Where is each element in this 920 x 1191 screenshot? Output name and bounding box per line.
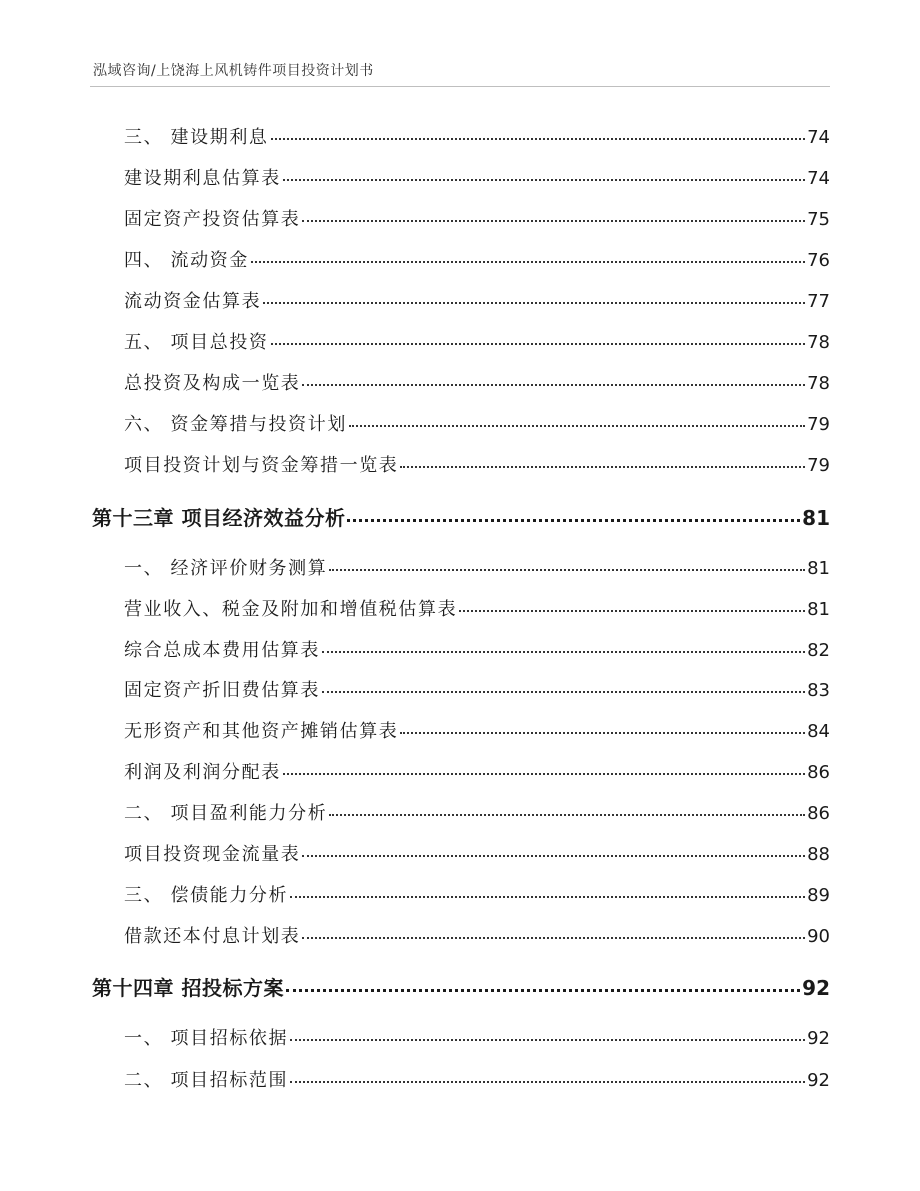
toc-entry-page: 78 bbox=[807, 373, 830, 394]
toc-entry-title: 流动资金估算表 bbox=[124, 291, 262, 312]
dot-leader bbox=[322, 651, 805, 653]
dot-leader bbox=[271, 343, 806, 345]
dot-leader bbox=[271, 138, 806, 140]
toc-chapter-title: 第十三章 项目经济效益分析 bbox=[92, 506, 346, 530]
toc-entry-title: 营业收入、税金及附加和增值税估算表 bbox=[124, 599, 458, 620]
toc-entry-page: 86 bbox=[807, 762, 830, 783]
dot-leader bbox=[290, 896, 805, 898]
toc-entry-page: 74 bbox=[807, 127, 830, 148]
toc-entry-page: 83 bbox=[807, 680, 830, 701]
toc-entry-title: 利润及利润分配表 bbox=[124, 762, 281, 783]
toc-entry[interactable] bbox=[124, 1024, 830, 1050]
toc-entry-page: 89 bbox=[807, 885, 830, 906]
dot-leader bbox=[302, 220, 805, 222]
toc-entry-page: 82 bbox=[807, 640, 830, 661]
dot-leader bbox=[263, 302, 805, 304]
toc-entry-title: 三、 偿债能力分析 bbox=[124, 885, 289, 906]
toc-entry[interactable] bbox=[124, 922, 830, 948]
toc-entry-title: 二、 项目招标范围 bbox=[124, 1070, 289, 1091]
dot-leader bbox=[302, 937, 805, 939]
dot-leader bbox=[251, 261, 805, 263]
dot-leader bbox=[302, 384, 805, 386]
toc-entry-title: 三、 建设期利息 bbox=[124, 127, 269, 148]
toc-entry-title: 四、 流动资金 bbox=[124, 250, 249, 271]
toc-entry-page: 81 bbox=[807, 599, 830, 620]
toc-entry[interactable] bbox=[124, 205, 830, 231]
toc-entry[interactable] bbox=[124, 328, 830, 354]
toc-entry[interactable] bbox=[124, 410, 830, 436]
toc-entry-page: 92 bbox=[807, 1028, 830, 1049]
toc-entry-page: 88 bbox=[807, 844, 830, 865]
toc-entry[interactable] bbox=[124, 636, 830, 662]
toc-entry-title: 五、 项目总投资 bbox=[124, 332, 269, 353]
toc-entry[interactable] bbox=[124, 881, 830, 907]
toc-entry[interactable] bbox=[124, 758, 830, 784]
dot-leader bbox=[290, 1039, 805, 1041]
toc-entry-title: 一、 项目招标依据 bbox=[124, 1028, 289, 1049]
dot-leader bbox=[290, 1081, 805, 1083]
toc-entry-page: 79 bbox=[807, 455, 830, 476]
toc-chapter-title: 第十四章 招投标方案 bbox=[92, 976, 284, 1000]
toc-entry[interactable] bbox=[124, 676, 830, 702]
dot-leader bbox=[329, 814, 805, 816]
page-header: 泓域咨询/上饶海上风机铸件项目投资计划书 bbox=[93, 63, 374, 79]
dot-leader bbox=[329, 569, 805, 571]
toc-chapter-page: 81 bbox=[802, 506, 830, 530]
toc-entry-title: 项目投资计划与资金筹措一览表 bbox=[124, 455, 399, 476]
toc-entry[interactable] bbox=[124, 287, 830, 313]
toc-entry[interactable] bbox=[124, 717, 830, 743]
dot-leader bbox=[302, 855, 805, 857]
toc-entry-page: 77 bbox=[807, 291, 830, 312]
dot-leader bbox=[400, 466, 805, 468]
toc-entry-page: 84 bbox=[807, 721, 830, 742]
toc-chapter-page: 92 bbox=[802, 976, 830, 1000]
toc-entry-page: 81 bbox=[807, 558, 830, 579]
toc-entry[interactable] bbox=[124, 451, 830, 477]
toc-entry-page: 75 bbox=[807, 209, 830, 230]
toc-entry[interactable] bbox=[124, 799, 830, 825]
toc-entry-page: 74 bbox=[807, 168, 830, 189]
toc-entry-title: 综合总成本费用估算表 bbox=[124, 640, 320, 661]
dot-leader bbox=[286, 989, 800, 992]
toc-entry-title: 借款还本付息计划表 bbox=[124, 926, 301, 947]
dot-leader bbox=[322, 691, 805, 693]
toc-entry-page: 90 bbox=[807, 926, 830, 947]
toc-entry[interactable] bbox=[124, 164, 830, 190]
toc-entry-title: 无形资产和其他资产摊销估算表 bbox=[124, 721, 399, 742]
toc-entry-title: 六、 资金筹措与投资计划 bbox=[124, 414, 347, 435]
toc-entry-title: 二、 项目盈利能力分析 bbox=[124, 803, 328, 824]
dot-leader bbox=[347, 519, 800, 522]
toc-entry-title: 总投资及构成一览表 bbox=[124, 373, 301, 394]
dot-leader bbox=[400, 732, 805, 734]
toc-entry-title: 一、 经济评价财务测算 bbox=[124, 558, 328, 579]
toc-entry-page: 79 bbox=[807, 414, 830, 435]
toc-entry-title: 固定资产折旧费估算表 bbox=[124, 680, 320, 701]
toc-entry-title: 建设期利息估算表 bbox=[124, 168, 281, 189]
toc-entry-page: 78 bbox=[807, 332, 830, 353]
toc-entry-title: 项目投资现金流量表 bbox=[124, 844, 301, 865]
dot-leader bbox=[283, 179, 805, 181]
toc-entry-title: 固定资产投资估算表 bbox=[124, 209, 301, 230]
toc-entry[interactable] bbox=[124, 595, 830, 621]
toc-entry-page: 92 bbox=[807, 1070, 830, 1091]
toc-chapter[interactable] bbox=[92, 972, 830, 1001]
toc-entry[interactable] bbox=[124, 1066, 830, 1092]
dot-leader bbox=[283, 773, 805, 775]
header-divider bbox=[90, 86, 830, 87]
toc-entry[interactable] bbox=[124, 840, 830, 866]
dot-leader bbox=[459, 610, 805, 612]
toc-entry[interactable] bbox=[124, 554, 830, 580]
toc-entry[interactable] bbox=[124, 369, 830, 395]
toc-entry[interactable] bbox=[124, 123, 830, 149]
toc-entry[interactable] bbox=[124, 246, 830, 272]
toc-entry-page: 86 bbox=[807, 803, 830, 824]
toc-entry-page: 76 bbox=[807, 250, 830, 271]
toc-chapter[interactable] bbox=[92, 502, 830, 531]
dot-leader bbox=[349, 425, 805, 427]
